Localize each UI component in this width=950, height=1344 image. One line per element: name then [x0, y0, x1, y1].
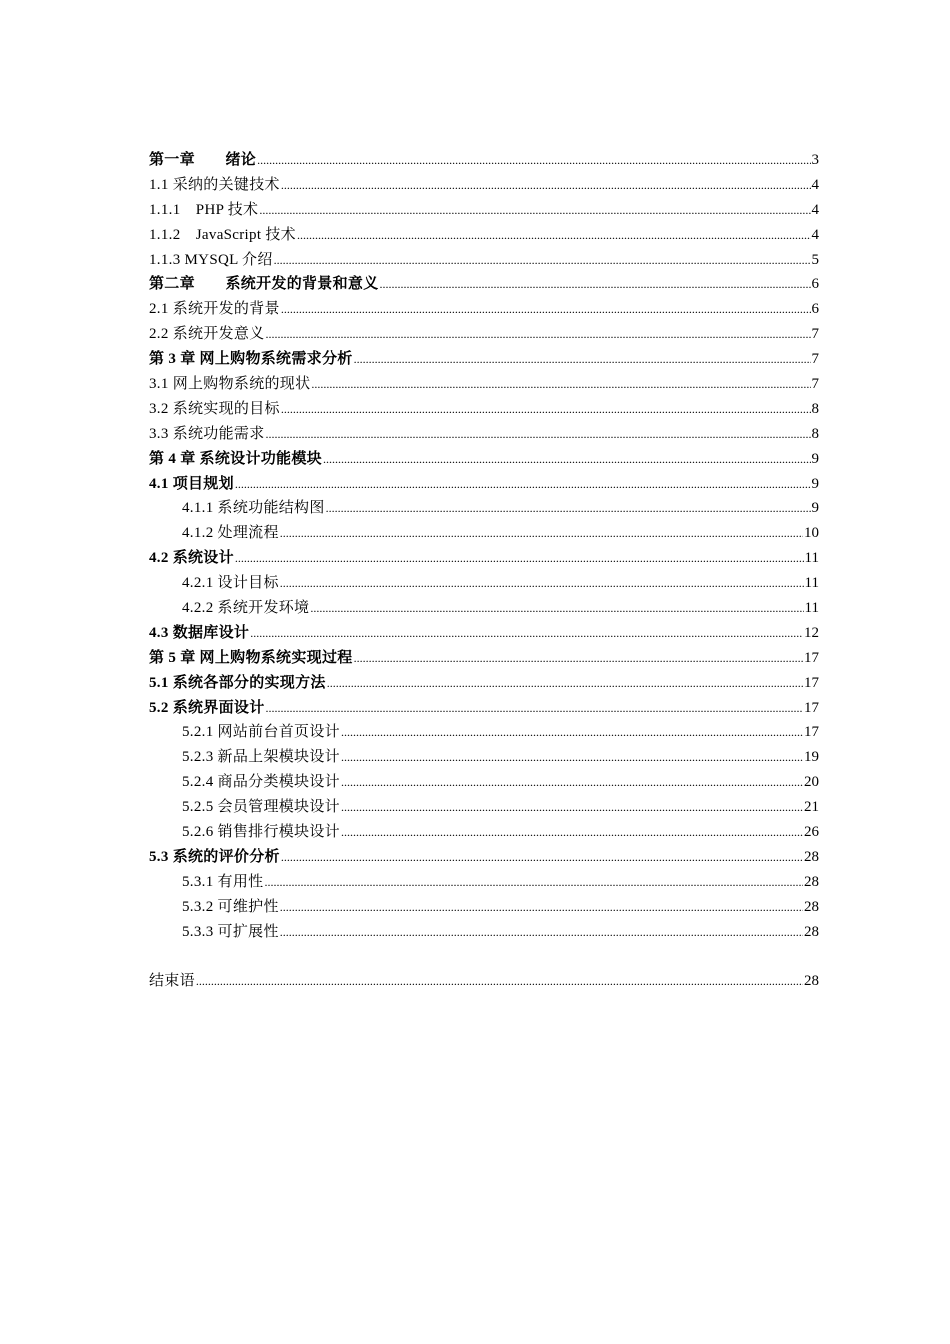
toc-entry-closing[interactable] — [149, 969, 819, 994]
toc-entry-title: 5.3.3 可扩展性 — [182, 923, 279, 940]
toc-entry-page: 12 — [804, 624, 819, 641]
toc-entry-page: 10 — [804, 525, 819, 542]
toc-entry[interactable] — [149, 272, 819, 297]
toc-entry-title: 5.2.1 网站前台首页设计 — [182, 724, 340, 741]
dot-leader — [259, 204, 810, 216]
dot-leader — [250, 627, 803, 639]
toc-entry-title: 5.2.4 商品分类模块设计 — [182, 774, 340, 791]
dot-leader — [341, 726, 803, 738]
toc-entry-title: 1.1 采纳的关键技术 — [149, 176, 280, 193]
toc-entry-page: 28 — [804, 873, 819, 890]
dot-leader — [281, 403, 811, 415]
toc-entry[interactable] — [149, 571, 819, 596]
dot-leader — [281, 851, 803, 863]
toc-entry[interactable] — [149, 845, 819, 870]
toc-entry-title: 1.1.1 PHP 技术 — [149, 201, 259, 218]
toc-entry-page: 7 — [811, 351, 819, 368]
toc-entry-page: 11 — [804, 575, 819, 592]
toc-entry-page: 11 — [804, 600, 819, 617]
toc-entry-page: 17 — [804, 699, 819, 716]
toc-entry-title: 1.1.3 MYSQL 介绍 — [149, 251, 273, 268]
dot-leader — [341, 776, 803, 788]
toc-entry-title: 4.2 系统设计 — [149, 550, 234, 567]
toc-entry-title: 5.2.5 会员管理模块设计 — [182, 799, 340, 816]
toc-entry-title: 2.2 系统开发意义 — [149, 326, 265, 343]
toc-entry[interactable] — [149, 745, 819, 770]
toc-entry-title: 第 3 章 网上购物系统需求分析 — [149, 351, 353, 368]
dot-leader — [266, 428, 811, 440]
toc-entry[interactable] — [149, 720, 819, 745]
toc-entry-title: 4.2.2 系统开发环境 — [182, 600, 310, 617]
toc-entry-title: 4.2.1 设计目标 — [182, 575, 279, 592]
toc-entry-page: 6 — [811, 276, 819, 293]
toc-entry[interactable] — [149, 895, 819, 920]
toc-entry-page: 20 — [804, 774, 819, 791]
toc-entry[interactable] — [149, 646, 819, 671]
toc-entry-page: 4 — [811, 176, 819, 193]
dot-leader — [280, 901, 803, 913]
toc-entry-title: 5.3 系统的评价分析 — [149, 848, 280, 865]
toc-entry[interactable] — [149, 870, 819, 895]
dot-leader — [354, 353, 811, 365]
dot-leader — [280, 577, 804, 589]
toc-entry-page: 9 — [811, 450, 819, 467]
toc-entry-title: 1.1.2 JavaScript 技术 — [149, 226, 296, 243]
dot-leader — [280, 527, 803, 539]
toc-entry-page: 17 — [804, 649, 819, 666]
toc-entry-page: 6 — [811, 301, 819, 318]
dot-leader — [266, 328, 811, 340]
dot-leader — [326, 502, 811, 514]
toc-entry-title: 5.1 系统各部分的实现方法 — [149, 674, 326, 691]
toc-entry[interactable] — [149, 696, 819, 721]
toc-entry[interactable] — [149, 173, 819, 198]
toc-entry-page: 5 — [811, 251, 819, 268]
toc-entry[interactable] — [149, 621, 819, 646]
toc-entry-title: 4.3 数据库设计 — [149, 624, 250, 641]
toc-entry[interactable] — [149, 820, 819, 845]
toc-entry-page: 8 — [811, 425, 819, 442]
dot-leader — [281, 179, 811, 191]
toc-entry-page: 4 — [811, 226, 819, 243]
toc-entry-title: 2.1 系统开发的背景 — [149, 301, 280, 318]
toc-entry-page: 7 — [811, 376, 819, 393]
toc-entry[interactable] — [149, 397, 819, 422]
toc-entry[interactable] — [149, 795, 819, 820]
toc-entry-title: 第 4 章 系统设计功能模块 — [149, 450, 322, 467]
toc-entry-page: 3 — [811, 152, 819, 168]
table-of-contents — [149, 148, 819, 994]
toc-entry-title: 第一章 绪论 — [149, 152, 257, 168]
toc-entry-title: 4.1.2 处理流程 — [182, 525, 279, 542]
dot-leader — [341, 826, 803, 838]
toc-entry-page: 28 — [804, 848, 819, 865]
toc-entry-page: 8 — [811, 400, 819, 417]
dot-leader — [274, 254, 811, 266]
toc-entry[interactable] — [149, 596, 819, 621]
toc-entry[interactable] — [149, 322, 819, 347]
toc-entry-page: 19 — [804, 749, 819, 766]
toc-entry[interactable] — [149, 223, 819, 248]
toc-entry[interactable] — [149, 496, 819, 521]
toc-entry-title: 3.1 网上购物系统的现状 — [149, 376, 311, 393]
toc-entry-page: 28 — [804, 923, 819, 940]
dot-leader — [196, 975, 803, 987]
toc-entry[interactable] — [149, 148, 819, 173]
toc-entry[interactable] — [149, 347, 819, 372]
toc-entry-page: 17 — [804, 724, 819, 741]
toc-entry-title: 5.2.3 新品上架模块设计 — [182, 749, 340, 766]
dot-leader — [297, 229, 811, 241]
dot-leader — [266, 702, 803, 714]
toc-entry-title: 5.2.6 销售排行模块设计 — [182, 824, 340, 841]
toc-entry-title: 4.1 项目规划 — [149, 475, 234, 492]
dot-leader — [341, 801, 803, 813]
dot-leader — [281, 303, 811, 315]
toc-entry[interactable] — [149, 920, 819, 945]
dot-leader — [235, 552, 804, 564]
toc-entry-page: 11 — [804, 550, 819, 567]
toc-entries — [149, 148, 819, 945]
toc-entry-title: 3.2 系统实现的目标 — [149, 400, 280, 417]
toc-spacer — [149, 945, 819, 970]
toc-entry[interactable] — [149, 472, 819, 497]
dot-leader — [354, 652, 803, 664]
dot-leader — [310, 602, 803, 614]
dot-leader — [264, 876, 803, 888]
toc-entry[interactable] — [149, 297, 819, 322]
toc-entry-page: 28 — [804, 898, 819, 915]
dot-leader — [323, 453, 811, 465]
dot-leader — [311, 378, 810, 390]
toc-entry-page: 28 — [804, 973, 819, 990]
toc-entry[interactable] — [149, 521, 819, 546]
toc-entry-page: 9 — [811, 500, 819, 517]
toc-entry-title: 3.3 系统功能需求 — [149, 425, 265, 442]
toc-entry-title: 第 5 章 网上购物系统实现过程 — [149, 649, 353, 666]
toc-entry-page: 4 — [811, 201, 819, 218]
toc-entry[interactable] — [149, 198, 819, 223]
toc-entry[interactable] — [149, 248, 819, 273]
dot-leader — [380, 278, 811, 290]
toc-entry-title: 5.2 系统界面设计 — [149, 699, 265, 716]
dot-leader — [257, 154, 810, 166]
toc-entry-title: 5.3.1 有用性 — [182, 873, 264, 890]
toc-entry-page: 9 — [811, 475, 819, 492]
dot-leader — [280, 926, 803, 938]
toc-entry-title: 4.1.1 系统功能结构图 — [182, 500, 325, 517]
toc-entry-title: 5.3.2 可维护性 — [182, 898, 279, 915]
toc-entry-title: 结束语 — [149, 973, 195, 990]
toc-entry-title: 第二章 系统开发的背景和意义 — [149, 276, 379, 293]
toc-entry-page: 17 — [804, 674, 819, 691]
toc-entry[interactable] — [149, 372, 819, 397]
toc-entry-page: 21 — [804, 799, 819, 816]
dot-leader — [327, 677, 803, 689]
toc-entry[interactable] — [149, 770, 819, 795]
toc-entry[interactable] — [149, 422, 819, 447]
toc-entry-page: 26 — [804, 824, 819, 841]
toc-entry-page: 7 — [811, 326, 819, 343]
dot-leader — [235, 478, 811, 490]
toc-entry[interactable] — [149, 671, 819, 696]
toc-entry[interactable] — [149, 546, 819, 571]
dot-leader — [341, 751, 803, 763]
toc-entry[interactable] — [149, 447, 819, 472]
